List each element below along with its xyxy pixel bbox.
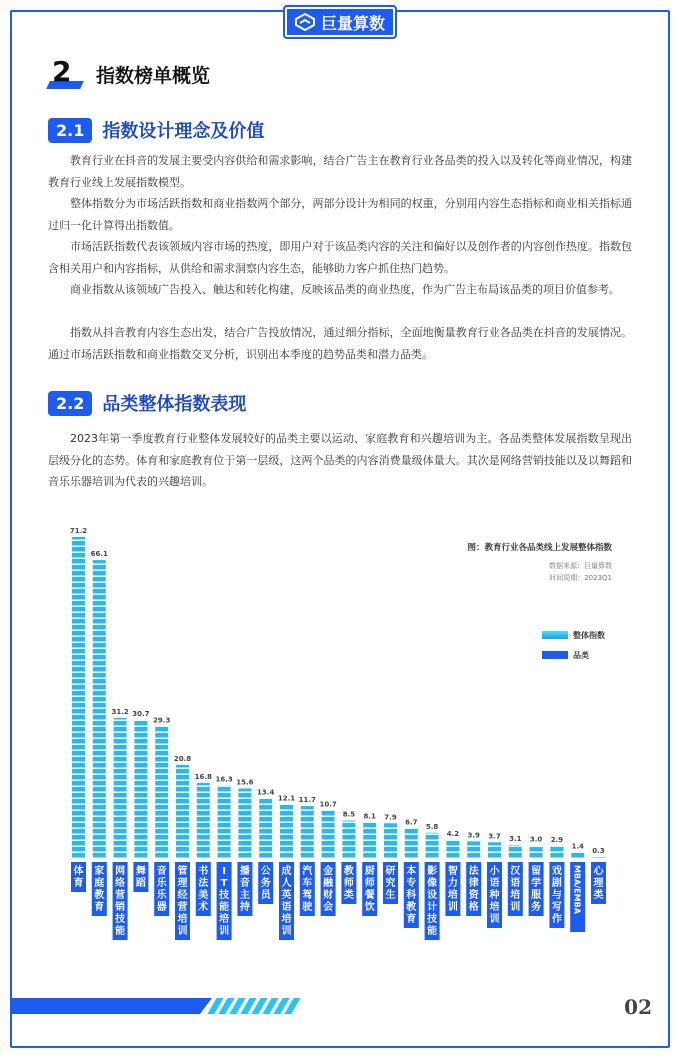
bar-7: [218, 785, 231, 859]
chart-legend: [542, 630, 605, 660]
bar-17: [426, 833, 439, 859]
value-label-25: 0.3: [592, 847, 605, 855]
brand-logo: [283, 5, 397, 39]
bar-3: [134, 720, 147, 859]
value-label-19: 3.9: [467, 831, 480, 840]
value-label-9: 13.4: [257, 788, 275, 797]
value-label-13: 8.5: [342, 810, 356, 819]
bar-8: [238, 788, 251, 859]
category-label-15: 研究生: [385, 866, 396, 901]
category-label-3: 舞蹈: [135, 866, 146, 889]
category-index-chart: [40, 505, 640, 945]
bar-0: [72, 537, 85, 859]
value-label-11: 11.7: [298, 796, 316, 805]
category-label-25: 心理类: [593, 866, 604, 901]
category-label-12: 金融财会: [323, 866, 334, 913]
bar-5: [176, 765, 189, 859]
category-label-19: 法律资格: [468, 866, 479, 913]
value-label-18: 4.2: [446, 830, 460, 839]
category-label-10: 成人英语培训: [281, 866, 292, 937]
value-label-21: 3.1: [509, 834, 522, 843]
value-label-22: 3.0: [529, 835, 543, 844]
value-label-7: 16.3: [215, 775, 233, 784]
legend-swatch-category: [542, 651, 568, 659]
category-label-21: 汉语培训: [510, 866, 521, 913]
category-label-14: 厨师餐饮: [364, 866, 375, 913]
category-label-20: 小语种培训: [489, 866, 500, 925]
chart-title: 图：教育行业各品类线上发展整体指数: [467, 543, 612, 553]
legend-label-index: 整体指数: [573, 631, 605, 640]
bar-9: [259, 798, 272, 859]
bar-11: [301, 806, 314, 859]
category-label-24: MBA/EMBA: [572, 865, 582, 914]
paragraph-5: 指数从抖音教育内容生态出发，结合广告投放情况，通过细分指标，全面地衡量教育行业各品类在抖音的发展情况。通过市场活跃指数和商业指数交叉分析，识别出本季度的趋势品类和潜力品类。: [48, 326, 632, 361]
category-label-16: 本专科教育: [406, 866, 417, 925]
value-label-12: 10.7: [319, 800, 337, 809]
value-label-6: 16.8: [194, 773, 212, 782]
category-label-23: 戏剧与写作: [551, 866, 562, 925]
legend-label-category: 品类: [573, 651, 589, 660]
section-number-badge: [48, 57, 82, 91]
bar-13: [342, 821, 355, 859]
chart-bars: [70, 527, 606, 940]
section-title: 指数榜单概览: [96, 64, 211, 87]
footer-bar: [12, 998, 212, 1014]
bar-21: [509, 845, 522, 859]
category-label-8: 播音主持: [239, 866, 250, 913]
value-label-8: 15.6: [236, 778, 254, 787]
value-label-20: 3.7: [488, 832, 501, 841]
value-label-24: 1.4: [571, 842, 584, 851]
bar-18: [446, 840, 459, 859]
paragraph-1: 教育行业在抖音的发展主要受内容供给和需求影响，结合广告主在教育行业各品类的投入以及转化等商业情况，构建教育行业线上发展指数模型。: [48, 154, 632, 189]
paragraph-2: 整体指数分为市场活跃指数和商业指数两个部分，两部分设计为相同的权重，分别用内容生态指标和商业相关指标通过归一化计算得出指数值。: [48, 197, 632, 232]
category-label-6: 书法美术: [198, 866, 209, 913]
category-label-7: I T 技能培训: [219, 866, 230, 937]
bar-22: [530, 845, 543, 859]
bar-12: [322, 811, 335, 859]
value-label-1: 66.1: [90, 550, 108, 559]
page-number: 02: [624, 995, 652, 1019]
subsection-heading-1: [48, 117, 264, 143]
bar-2: [114, 718, 127, 859]
section-number: 2: [52, 55, 72, 88]
legend-swatch-index: [542, 631, 568, 639]
category-label-4: 音乐乐器: [156, 866, 167, 913]
chart-source: 数据来源：巨量算数: [549, 562, 612, 570]
bar-19: [467, 841, 480, 859]
footer-stripes: [212, 998, 304, 1014]
bar-15: [384, 823, 397, 859]
subsection-title-1: 指数设计理念及价值: [102, 121, 265, 142]
value-label-10: 12.1: [277, 794, 296, 803]
bar-6: [197, 783, 210, 859]
category-label-11: 汽车驾驶: [302, 866, 313, 913]
brand-logo-icon: [295, 13, 315, 31]
value-label-23: 2.9: [550, 835, 564, 844]
category-label-9: 公务员: [260, 866, 271, 901]
brand-name: 巨量算数: [320, 13, 385, 33]
category-label-0: 体育: [73, 866, 84, 889]
section-heading: [48, 57, 210, 91]
value-label-4: 29.3: [153, 716, 171, 725]
bar-25: [592, 857, 605, 859]
chart-period: 时间周期：2023Q1: [549, 574, 612, 582]
subsection-badge-1: 2.1: [48, 118, 92, 143]
bar-10: [280, 804, 293, 859]
category-label-5: 管理经营培训: [177, 866, 188, 937]
category-label-17: 影像设计技能: [427, 866, 438, 937]
paragraph-6: 2023年第一季度教育行业整体发展较好的品类主要以运动、家庭教育和兴趣培训为主。各品类整体发展指数呈现出层级分化的态势。体育和家庭教育位于第一层级，这两个品类的内容消费量级体量大。其次是网络营销技能以及以舞蹈和音乐乐器培训为代表的兴趣培训。: [48, 432, 632, 488]
value-label-16: 6.7: [405, 818, 418, 827]
value-label-2: 31.2: [111, 707, 129, 716]
category-label-22: 留学服务: [531, 866, 542, 913]
bar-16: [405, 829, 418, 859]
bar-1: [93, 560, 106, 859]
category-label-2: 网络营销技能: [115, 866, 126, 937]
subsection-badge-2: 2.2: [48, 391, 92, 416]
subsection-heading-2: [48, 390, 246, 416]
value-label-0: 71.2: [69, 527, 88, 535]
value-label-3: 30.7: [132, 710, 150, 719]
category-label-1: 家庭教育: [94, 866, 105, 913]
paragraph-4: 商业指数从该领域广告投入、触达和转化构建，反映该品类的商业热度，作为广告主布局该品类的项目价值参考。: [70, 283, 620, 296]
bar-14: [363, 822, 376, 859]
bar-20: [488, 842, 501, 859]
category-label-18: 智力培训: [447, 866, 458, 913]
value-label-15: 7.9: [384, 813, 397, 822]
bar-4: [155, 726, 168, 859]
value-label-5: 20.8: [173, 754, 192, 763]
value-label-17: 5.8: [425, 822, 439, 831]
bar-23: [550, 846, 563, 859]
category-label-13: 教师类: [343, 866, 354, 901]
subsection-title-2: 品类整体指数表现: [102, 394, 247, 415]
bar-24: [571, 853, 584, 859]
value-label-14: 8.1: [363, 812, 376, 821]
paragraph-3: 市场活跃指数代表该领域内容市场的热度，即用户对于该品类内容的关注和偏好以及创作者的内容创作热度。指数包含相关用户和内容指标，从供给和需求洞察内容生态，能够助力客户抓住热门趋势。: [48, 240, 632, 275]
